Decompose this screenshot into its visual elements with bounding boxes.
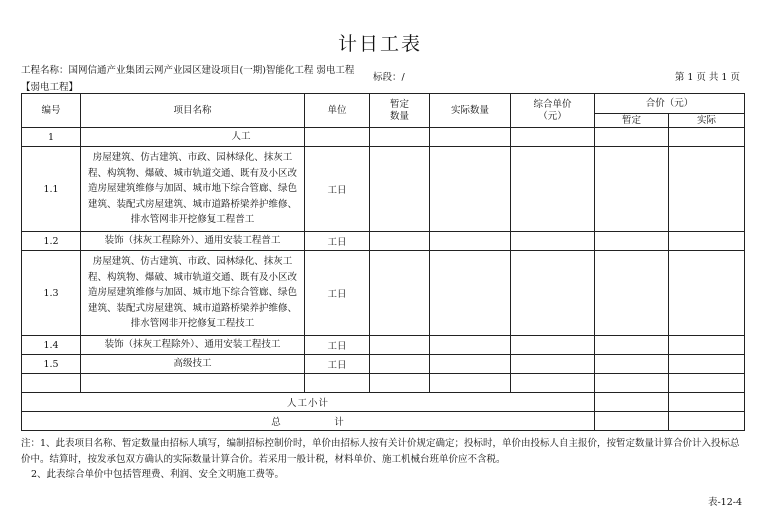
- header-unit-price: 综合单价 （元）: [511, 94, 595, 128]
- day-labor-table: [21, 93, 745, 431]
- table-row: [22, 336, 745, 355]
- table-row: [22, 355, 745, 374]
- row-unit: 工日: [305, 355, 370, 374]
- row-name: 人工: [81, 128, 305, 147]
- row-name: 高级技工: [81, 355, 305, 374]
- header-name: 项目名称: [81, 94, 305, 128]
- header-actual-qty: 实际数量: [430, 94, 511, 128]
- row-name: 装饰（抹灰工程除外）、通用安装工程普工: [81, 232, 305, 251]
- row-no: 1.4: [22, 336, 81, 355]
- labor-subtotal-label: 人工小计: [22, 393, 595, 412]
- document-title: 计日工表: [337, 33, 422, 55]
- row-unit: 工日: [305, 336, 370, 355]
- note-1: 注：1、此表项目名称、暂定数量由招标人填写，编制招标控制价时，单价由招标人按有关计价规定确定；投标时，单价由投标人自主报价，按暂定数量计算合价计入投标总价中。结算时，按发承包双方确认的实际数量计算合价。若采用一般计税，材料单价、施工机械台班单价应不含税。: [21, 438, 740, 465]
- sub-project: 【弱电工程】: [21, 82, 79, 93]
- notes: [21, 436, 745, 483]
- table-row: [22, 232, 745, 251]
- row-unit: [305, 128, 370, 147]
- row-name: 房屋建筑、仿古建筑、市政、园林绿化、抹灰工程、构筑物、爆破、城市轨道交通、既有及小区改造房屋建筑维修与加固、城市地下综合管廊、绿色建筑、装配式房屋建筑、城市道路桥梁养护维修、排水管网非开挖修复工程技工: [81, 251, 305, 336]
- form-number: 表-12-4: [707, 497, 742, 508]
- row-no: 1: [22, 128, 81, 147]
- row-unit: 工日: [305, 147, 370, 232]
- row-no: 1.5: [22, 355, 81, 374]
- page-info: 第 1 页 共 1 页: [674, 72, 740, 83]
- grand-total-label: 总 计: [22, 412, 595, 431]
- row-no: 1.2: [22, 232, 81, 251]
- header-tentative-qty: 暂定 数量: [370, 94, 430, 128]
- header-no: 编号: [22, 94, 81, 128]
- row-name: 装饰（抹灰工程除外）、通用安装工程技工: [81, 336, 305, 355]
- header-total: 合价（元）: [595, 94, 745, 114]
- table-row: [22, 128, 745, 147]
- header-total-tentative: 暂定: [595, 114, 669, 128]
- row-unit: 工日: [305, 232, 370, 251]
- row-name: 房屋建筑、仿古建筑、市政、园林绿化、抹灰工程、构筑物、爆破、城市轨道交通、既有及小区改造房屋建筑维修与加固、城市地下综合管廊、绿色建筑、装配式房屋建筑、城市道路桥梁养护维修、排水管网非开挖修复工程普工: [81, 147, 305, 232]
- row-unit: 工日: [305, 251, 370, 336]
- labor-subtotal-row: [22, 393, 745, 412]
- table-row: [22, 251, 745, 336]
- project-name: 工程名称：国网信通产业集团云网产业园区建设项目(一期)智能化工程 弱电工程: [21, 65, 355, 76]
- note-2: 2、此表综合单价中包括管理费、利润、安全文明施工费等。: [31, 469, 285, 480]
- row-no: 1.1: [22, 147, 81, 232]
- row-no: 1.3: [22, 251, 81, 336]
- bid-section: 标段：/: [373, 72, 405, 83]
- grand-total-row: [22, 412, 745, 431]
- header-total-actual: 实际: [669, 114, 745, 128]
- header-unit: 单位: [305, 94, 370, 128]
- table-row: [22, 147, 745, 232]
- table-row-empty: [22, 374, 745, 393]
